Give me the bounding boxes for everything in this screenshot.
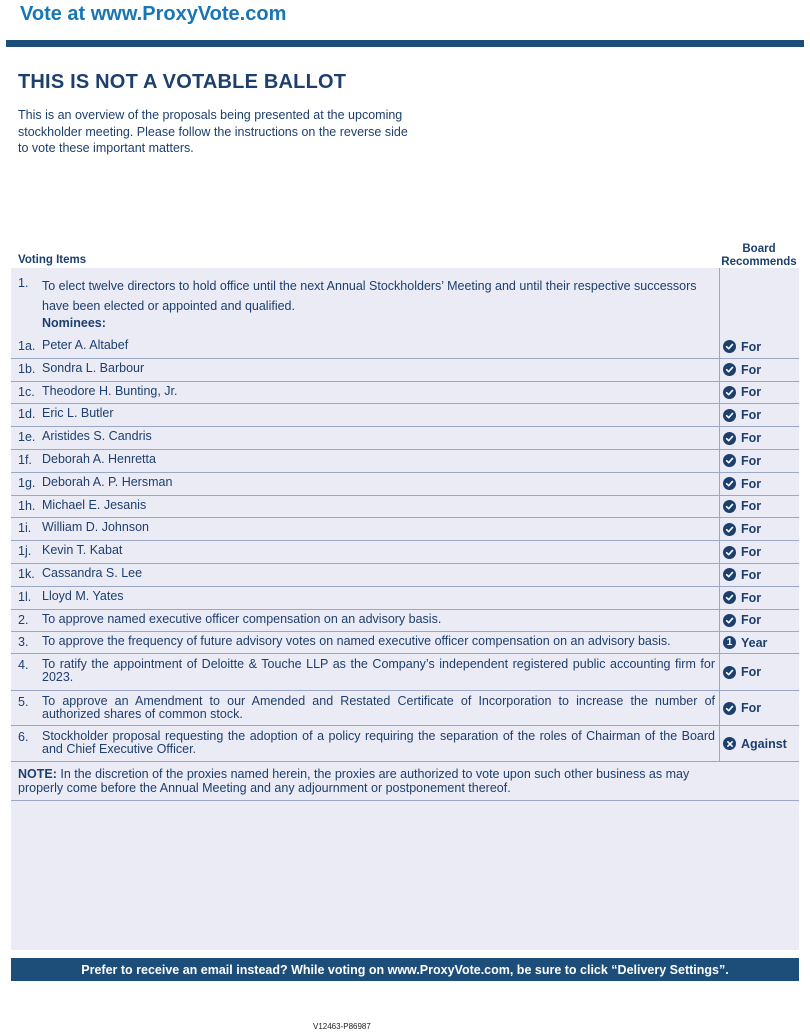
item-number: 1f. — [18, 453, 32, 467]
footer-banner — [11, 958, 799, 981]
board-heading-line2: Recommends — [721, 256, 797, 268]
nominees-label: Nominees: — [42, 316, 106, 330]
item-number: 6. — [18, 730, 29, 744]
nominee-row — [11, 382, 799, 405]
proposal-number: 1. — [18, 276, 29, 290]
board-recommendation — [723, 564, 799, 586]
recommendation-label: For — [741, 385, 762, 400]
recommendation-label: For — [741, 665, 762, 679]
check-circle-icon — [723, 386, 736, 399]
nominee-row — [11, 450, 799, 473]
proposal-text: To elect twelve directors to hold office until the next Annual Stockholders’ Meeting and until their respective successors have been elected or appointed and qualified. — [42, 279, 697, 313]
board-recommendation — [723, 382, 799, 404]
recommendation-label: For — [741, 701, 762, 715]
board-recommendation — [723, 541, 799, 563]
nominee-row — [11, 587, 799, 610]
recommendation-label: For — [741, 339, 762, 354]
note-label: NOTE: — [18, 767, 57, 781]
item-number: 3. — [18, 635, 29, 649]
board-recommendation — [723, 427, 799, 449]
check-circle-icon — [723, 340, 736, 353]
nominee-row — [11, 404, 799, 427]
item-number: 1k. — [18, 567, 35, 581]
check-circle-icon — [723, 409, 736, 422]
item-text: To approve named executive officer compensation on an advisory basis. — [42, 612, 442, 626]
item-number: 1e. — [18, 430, 36, 445]
check-circle-icon — [723, 500, 736, 513]
item-text: To approve the frequency of future advisory votes on named executive officer compensation on an advisory basis. — [42, 634, 671, 648]
check-circle-icon — [723, 477, 736, 490]
item-number: 1l. — [18, 589, 32, 604]
check-circle-icon — [723, 702, 736, 715]
board-recommendation — [723, 450, 799, 472]
check-circle-icon — [723, 591, 736, 604]
board-recommendation — [723, 609, 799, 631]
check-circle-icon — [723, 546, 736, 559]
item-text: Lloyd M. Yates — [42, 588, 124, 603]
proposal-1-row — [11, 268, 799, 336]
item-text: Theodore H. Bunting, Jr. — [42, 383, 178, 398]
voting-items-heading: Voting Items — [18, 254, 87, 266]
recommendation-label: For — [741, 453, 762, 468]
item-text: Deborah A. Henretta — [42, 452, 156, 466]
board-heading-line1: Board — [742, 243, 776, 255]
board-recommendation — [723, 654, 799, 690]
check-circle-icon — [723, 614, 736, 627]
item-number: 5. — [18, 695, 29, 709]
document-code: V12463-P86987 — [313, 1022, 371, 1031]
board-recommendation — [723, 336, 799, 358]
item-number: 1i. — [18, 521, 32, 536]
item-number: 1d. — [18, 407, 36, 422]
check-circle-icon — [723, 666, 736, 679]
item-text: William D. Johnson — [42, 520, 149, 535]
board-recommendation — [723, 496, 799, 518]
item-number: 1h. — [18, 498, 36, 513]
item-text: Peter A. Altabef — [42, 338, 129, 352]
header-title: Vote at www.ProxyVote.com — [20, 3, 287, 25]
item-text: Michael E. Jesanis — [42, 497, 147, 512]
recommendation-label: For — [741, 545, 762, 560]
item-text: Sondra L. Barbour — [42, 360, 145, 375]
intro-text: This is an overview of the proposals being presented at the upcoming stockholder meeting. Please follow the instructions on the reverse side to vote these important matters. — [18, 108, 408, 155]
recommendation-label: For — [741, 431, 762, 446]
board-recommendation — [723, 587, 799, 609]
recommendation-label: For — [741, 522, 762, 537]
check-circle-icon — [723, 523, 736, 536]
item-text: To ratify the appointment of Deloitte & Touche LLP as the Company’s independent registered public accounting firm for 2023. — [42, 657, 715, 684]
check-circle-icon — [723, 568, 736, 581]
item-number: 1g. — [18, 475, 36, 490]
item-text: Eric L. Butler — [42, 406, 114, 421]
item-number: 1a. — [18, 339, 36, 353]
board-recommendation — [723, 726, 799, 761]
note-divider — [11, 800, 799, 801]
nominee-row — [11, 564, 799, 587]
board-recommendation — [723, 518, 799, 540]
item-number: 1j. — [18, 544, 32, 559]
recommendation-label: Against — [741, 736, 787, 751]
header-rule — [6, 40, 804, 47]
recommendation-label: Year — [741, 635, 768, 650]
item-number: 4. — [18, 658, 29, 672]
nominee-row — [11, 427, 799, 450]
nominee-row — [11, 473, 799, 496]
ballot-title: THIS IS NOT A VOTABLE BALLOT — [18, 71, 347, 93]
proposal-5-row — [11, 691, 799, 726]
item-text: Aristides S. Candris — [42, 429, 152, 444]
check-circle-icon — [723, 432, 736, 445]
recommendation-label: For — [741, 362, 762, 377]
board-recommendation — [723, 632, 799, 653]
item-number: 1c. — [18, 384, 35, 399]
board-recommendation — [723, 359, 799, 381]
nominee-row — [11, 359, 799, 382]
item-text: Cassandra S. Lee — [42, 566, 143, 580]
item-text: Deborah A. P. Hersman — [42, 474, 173, 489]
proposal-4-row — [11, 654, 799, 691]
item-text: To approve an Amendment to our Amended and Restated Certificate of Incorporation to increase the number of authorized shares of common stock. — [42, 694, 715, 721]
board-recommendation — [723, 691, 799, 725]
note-text: In the discretion of the proxies named herein, the proxies are authorized to vote upon such other business as may properly come before the Annual Meeting and any adjournment or postponement thereof. — [18, 767, 690, 795]
recommendation-label: For — [741, 613, 762, 627]
check-circle-icon — [723, 454, 736, 467]
note — [18, 768, 718, 795]
number-one-icon: 1 — [723, 636, 736, 649]
check-circle-icon — [723, 363, 736, 376]
recommendation-label: For — [741, 476, 762, 491]
x-circle-icon — [723, 737, 736, 750]
recommendation-label: For — [741, 499, 762, 514]
board-recommends-heading — [717, 243, 801, 269]
item-number: 1b. — [18, 361, 36, 376]
item-text: Stockholder proposal requesting the adoption of a policy requiring the separation of the roles of Chairman of the Board and Chief Executive Officer. — [42, 729, 715, 756]
recommendation-label: For — [741, 408, 762, 423]
proposal-6-row — [11, 726, 799, 762]
recommendation-label: For — [741, 590, 762, 605]
footer-text: Prefer to receive an email instead? While voting on www.ProxyVote.com, be sure to click “Delivery Settings”. — [81, 962, 729, 977]
proposal-3-row — [11, 632, 799, 654]
nominee-row — [11, 336, 799, 359]
item-number: 2. — [18, 613, 29, 627]
recommendation-label: For — [741, 567, 762, 582]
board-recommendation — [723, 473, 799, 495]
nominee-row — [11, 496, 799, 519]
board-recommendation — [723, 404, 799, 426]
nominee-row — [11, 541, 799, 564]
item-text: Kevin T. Kabat — [42, 543, 123, 558]
nominee-row — [11, 518, 799, 541]
proposal-2-row — [11, 609, 799, 632]
